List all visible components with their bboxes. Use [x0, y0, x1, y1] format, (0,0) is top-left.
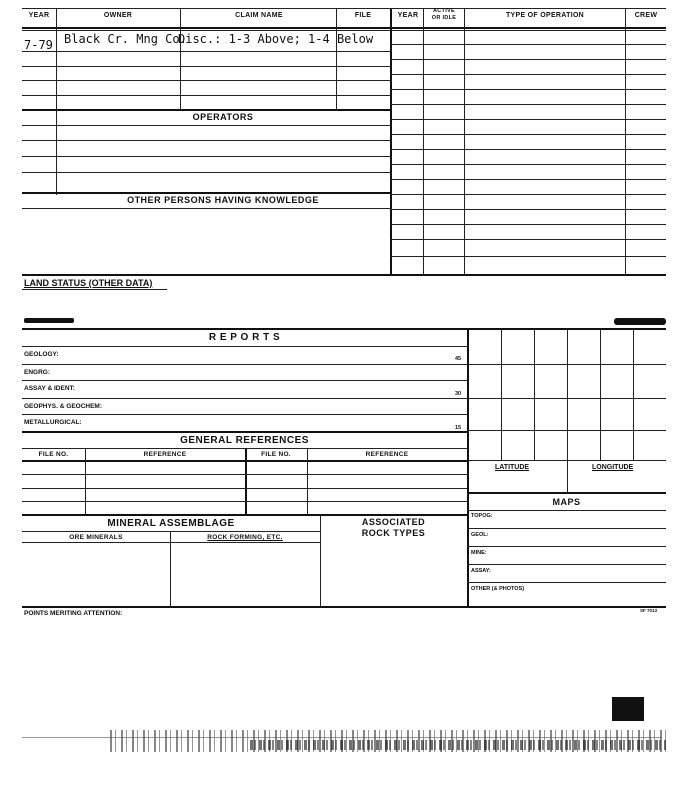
rock-forming-label: ROCK FORMING, ETC.: [207, 534, 283, 541]
header-file: FILE: [354, 12, 372, 19]
scan-noise-dark-band: [250, 740, 666, 750]
latitude-label: LATITUDE: [495, 464, 530, 471]
header-owner: OWNER: [103, 12, 133, 19]
geophys-label: GEOPHYS. & GEOCHEM:: [24, 403, 103, 410]
rock-types-label: ROCK TYPES: [361, 528, 426, 538]
entry-owner: Black Cr. Mng Co.: [64, 32, 187, 46]
engrg-label: ENGRG:: [24, 369, 50, 376]
ref-reference-1: REFERENCE: [143, 451, 187, 458]
header-claim-name: CLAIM NAME: [235, 12, 283, 19]
maps-other-label: OTHER (& PHOTOS): [471, 586, 525, 592]
general-references-heading: GENERAL REFERENCES: [180, 435, 309, 446]
mineral-assemblage-heading: MINERAL ASSEMBLAGE: [107, 518, 235, 529]
assay-number: 30: [455, 391, 462, 397]
scan-marker-left: [24, 318, 74, 323]
header-active-idle: [424, 8, 464, 22]
form-number: SF 7013: [640, 608, 658, 613]
ref-file-no-1: FILE NO.: [38, 451, 69, 458]
ref-reference-2: REFERENCE: [365, 451, 409, 458]
header-year: YEAR: [28, 12, 50, 19]
maps-heading: MAPS: [552, 497, 581, 507]
assay-ident-label: ASSAY & IDENT:: [24, 385, 75, 392]
ore-minerals-label: ORE MINERALS: [69, 534, 123, 541]
land-status-label: LAND STATUS (OTHER DATA): [24, 278, 153, 288]
entry-claim-name: Disc.: 1-3 Above; 1-4 Below: [178, 32, 374, 46]
header-type-of-operation: TYPE OF OPERATION: [505, 12, 585, 19]
associated-rock-types-heading: [320, 517, 467, 539]
associated-label: ASSOCIATED: [361, 517, 426, 527]
operators-heading: OPERATORS: [192, 112, 254, 122]
maps-mine-label: MINE:: [471, 550, 487, 556]
reports-heading: R E P O R T S: [208, 332, 281, 343]
geology-label: GEOLOGY:: [24, 351, 59, 358]
header-crew: CREW: [634, 12, 658, 19]
maps-geol-label: GEOL:: [471, 532, 489, 538]
scan-redaction-block: [612, 697, 644, 721]
longitude-label: LONGITUDE: [592, 464, 634, 471]
header-year-right: YEAR: [397, 12, 419, 19]
header-or-idle: OR IDLE: [431, 15, 457, 21]
geology-number: 45: [455, 356, 462, 362]
other-persons-heading: OTHER PERSONS HAVING KNOWLEDGE: [127, 195, 319, 205]
metallurgical-label: METALLURGICAL:: [24, 419, 82, 426]
scan-noise-line: [22, 737, 662, 738]
maps-assay-label: ASSAY:: [471, 568, 491, 574]
entry-year: 7-79: [24, 38, 53, 52]
ref-file-no-2: FILE NO.: [261, 451, 291, 458]
points-meriting-attention-label: POINTS MERITING ATTENTION:: [24, 610, 123, 617]
maps-topog-label: TOPOG:: [471, 513, 493, 519]
scan-marker-right: [614, 318, 666, 325]
header-active: ACTIVE: [433, 8, 455, 14]
metallurgical-number: 15: [455, 425, 462, 431]
